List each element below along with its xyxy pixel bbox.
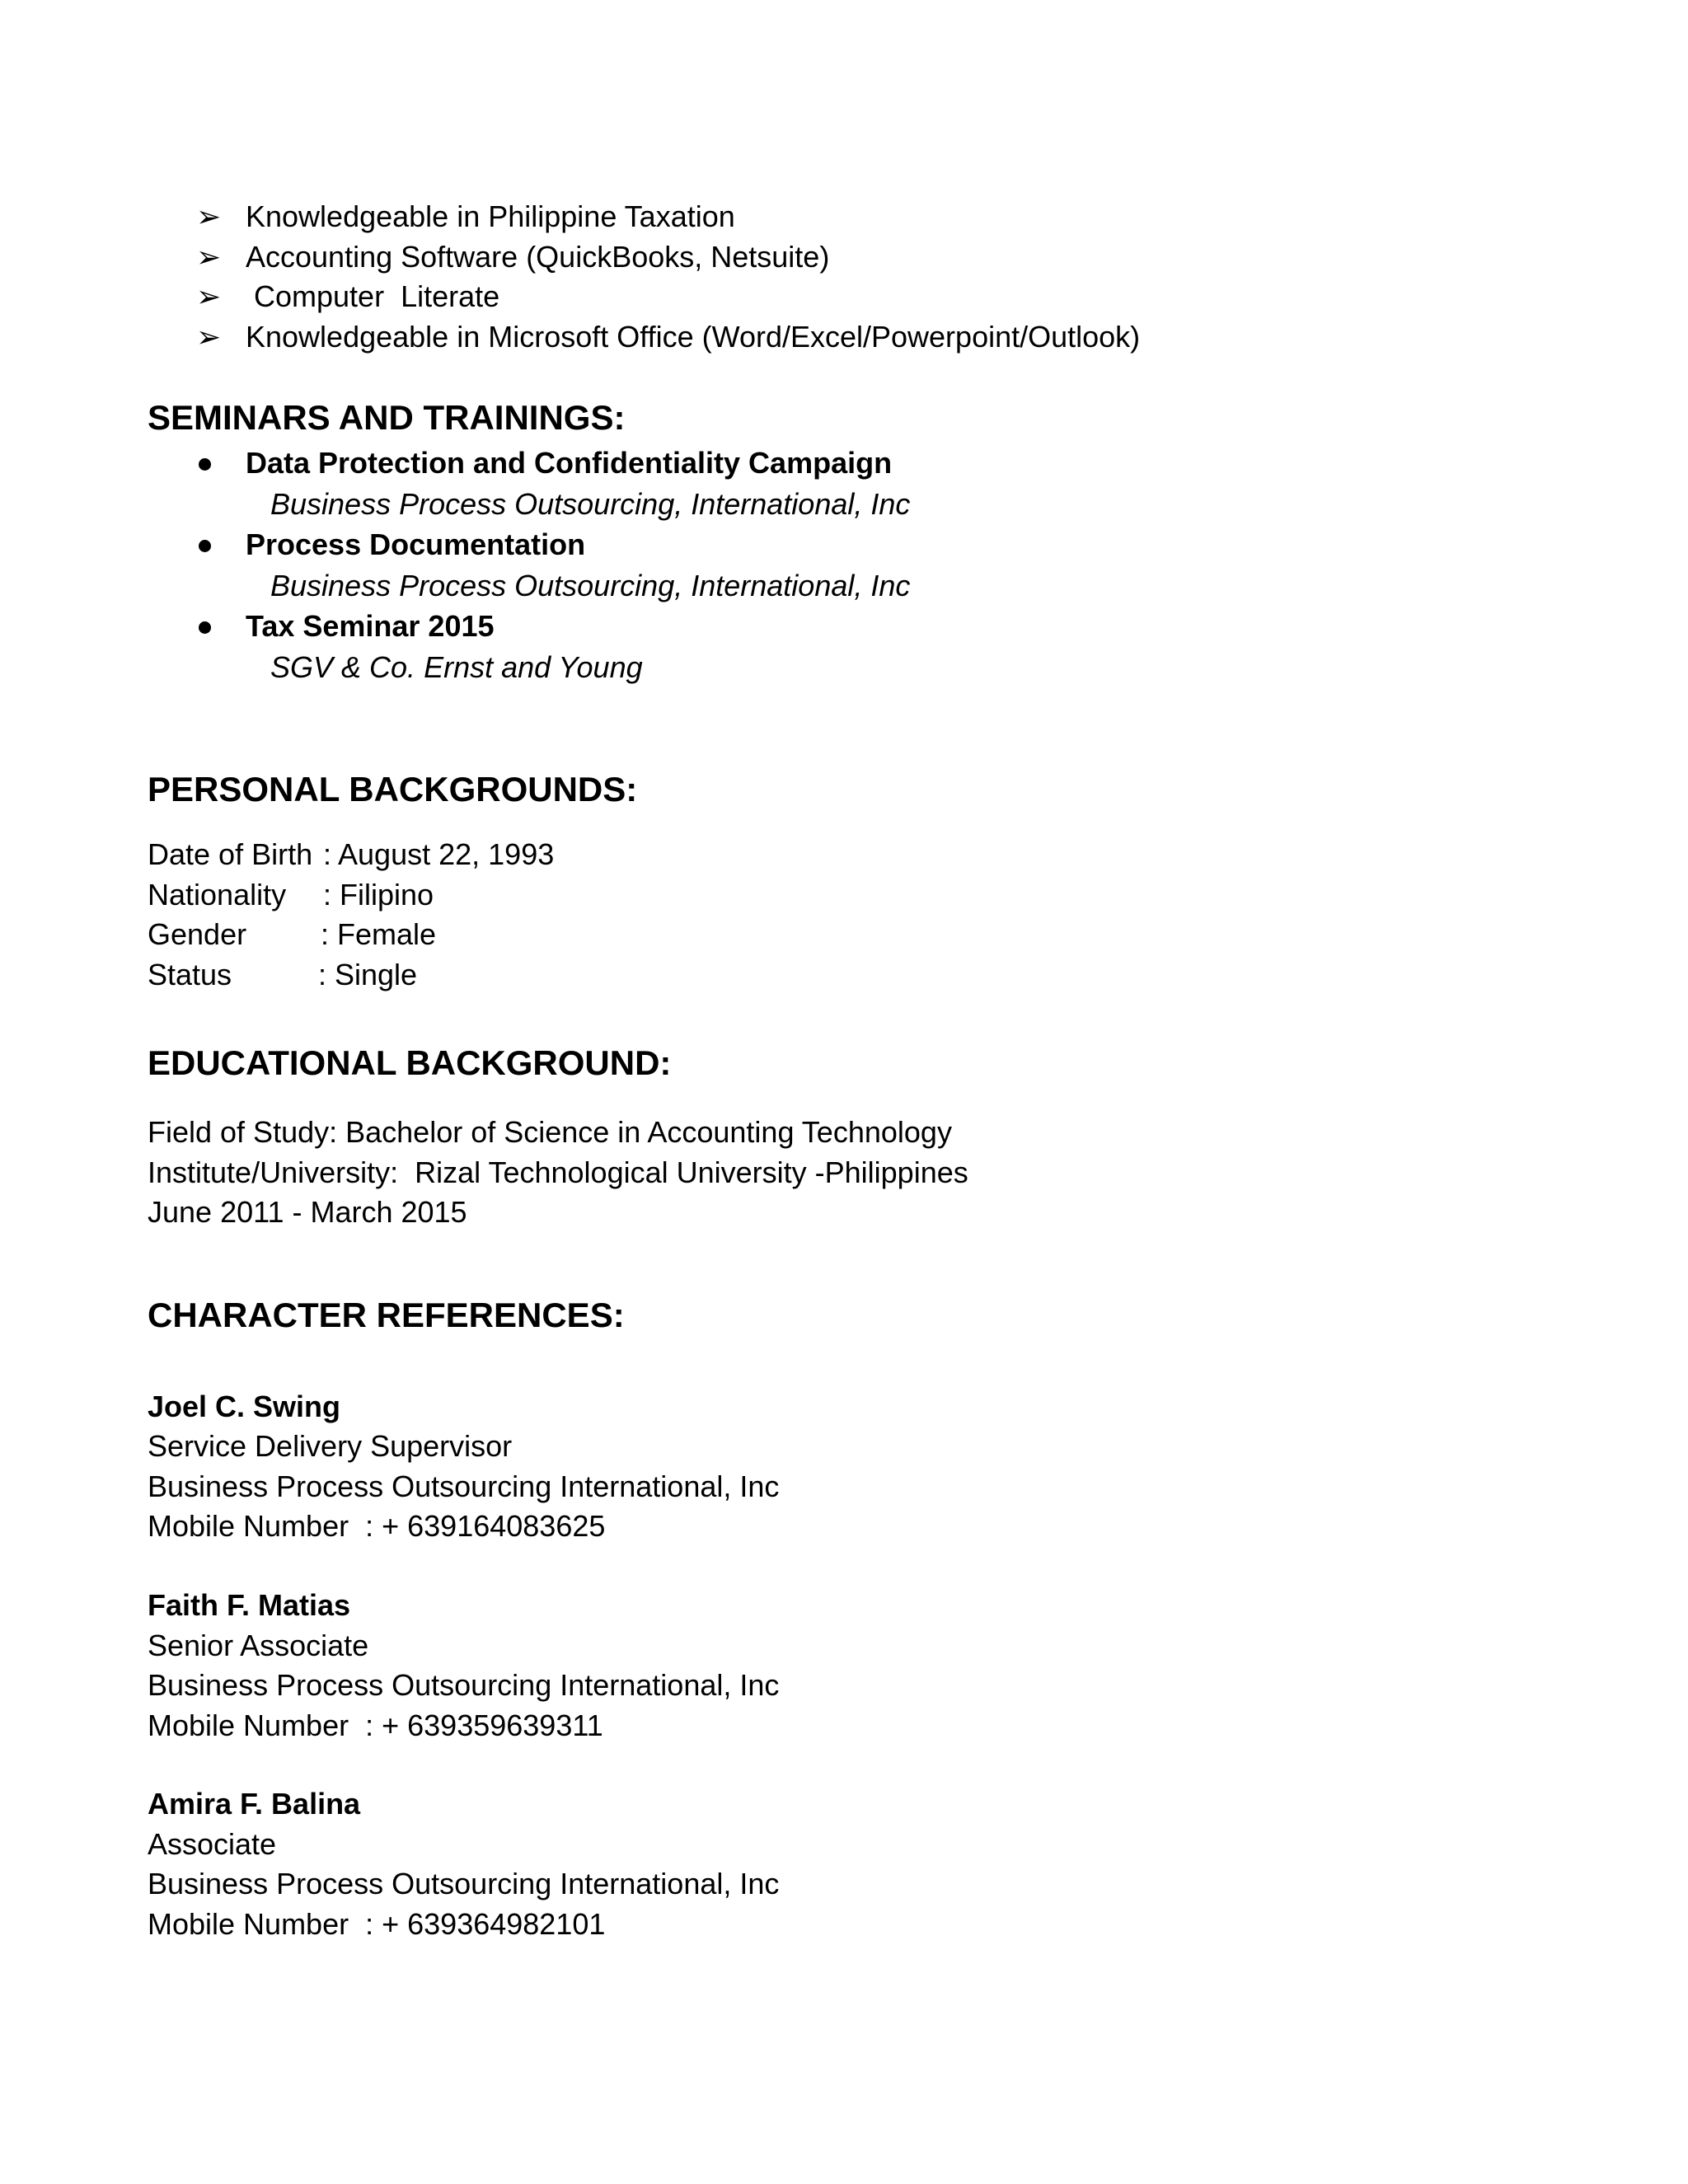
reference-mobile: Mobile Number : + 639359639311 — [148, 1708, 603, 1742]
personal-value: : Single — [318, 958, 418, 991]
personal-label: Gender — [148, 917, 247, 951]
skill-item: Computer Literate — [246, 279, 500, 313]
seminar-org: Business Process Outsourcing, International, Inc — [270, 569, 911, 602]
seminar-title: Tax Seminar 2015 — [246, 609, 495, 643]
reference-name: Joel C. Swing — [148, 1390, 341, 1423]
reference-name: Faith F. Matias — [148, 1588, 351, 1622]
personal-label: Status — [148, 958, 232, 991]
seminar-org: Business Process Outsourcing, International, Inc — [270, 487, 911, 521]
personal-value: : Filipino — [323, 878, 434, 912]
seminar-title: Process Documentation — [246, 527, 586, 561]
seminars-heading: SEMINARS AND TRAININGS: — [148, 398, 626, 437]
reference-company: Business Process Outsourcing International, Inc — [148, 1668, 780, 1702]
education-heading: EDUCATIONAL BACKGROUND: — [148, 1043, 672, 1082]
personal-label: Date of Birth — [148, 837, 313, 871]
reference-company: Business Process Outsourcing International, Inc — [148, 1469, 780, 1503]
reference-mobile: Mobile Number : + 639364982101 — [148, 1907, 606, 1941]
reference-position: Service Delivery Supervisor — [148, 1429, 513, 1463]
personal-value: : Female — [321, 917, 437, 951]
arrow-bullet-icon: ➢ — [196, 320, 222, 354]
seminar-org: SGV & Co. Ernst and Young — [270, 650, 643, 684]
arrow-bullet-icon: ➢ — [196, 240, 222, 274]
field-of-study: Field of Study: Bachelor of Science in Accounting Technology — [148, 1115, 952, 1149]
references-heading: CHARACTER REFERENCES: — [148, 1296, 625, 1334]
bullet-dot-icon — [199, 621, 211, 634]
bullet-dot-icon — [199, 540, 211, 552]
institution: Institute/University: Rizal Technological University -Philippines — [148, 1155, 968, 1189]
arrow-bullet-icon: ➢ — [196, 279, 222, 313]
skill-item: Knowledgeable in Philippine Taxation — [246, 199, 735, 233]
reference-company: Business Process Outsourcing International, Inc — [148, 1867, 780, 1900]
study-dates: June 2011 - March 2015 — [148, 1195, 467, 1229]
bullet-dot-icon — [199, 458, 211, 471]
arrow-bullet-icon: ➢ — [196, 199, 222, 233]
personal-label: Nationality — [148, 878, 287, 912]
reference-position: Associate — [148, 1827, 277, 1861]
skill-item: Knowledgeable in Microsoft Office (Word/Excel/Powerpoint/Outlook) — [246, 320, 1141, 354]
reference-position: Senior Associate — [148, 1629, 369, 1662]
skill-item: Accounting Software (QuickBooks, Netsuite) — [246, 240, 830, 274]
personal-value: : August 22, 1993 — [323, 837, 555, 871]
seminar-title: Data Protection and Confidentiality Campaign — [246, 446, 893, 480]
reference-mobile: Mobile Number : + 639164083625 — [148, 1509, 606, 1543]
reference-name: Amira F. Balina — [148, 1787, 361, 1821]
personal-heading: PERSONAL BACKGROUNDS: — [148, 770, 638, 808]
